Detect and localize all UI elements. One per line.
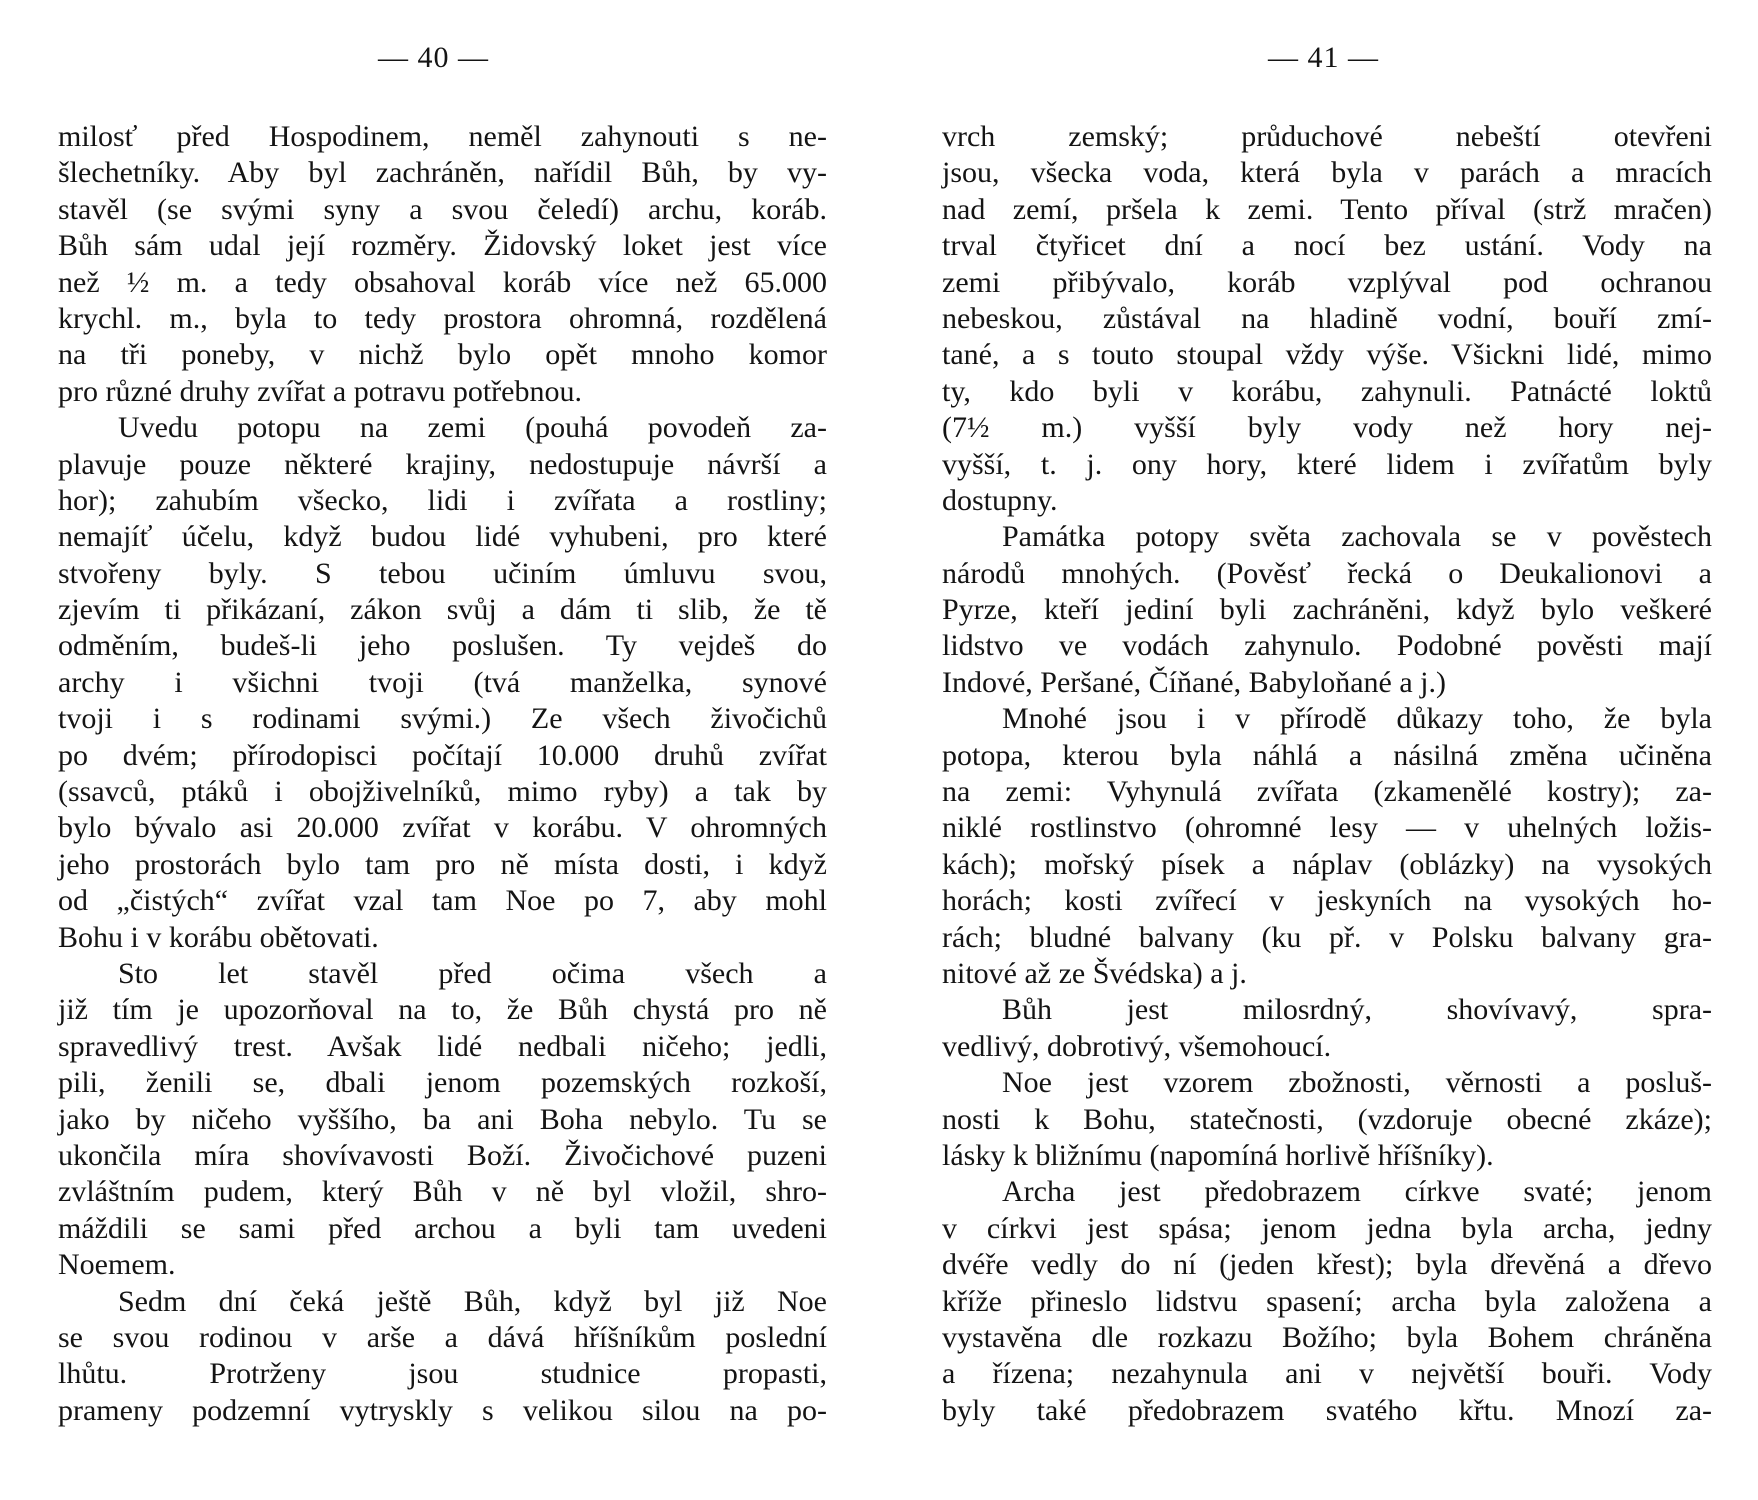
text-line: nosti k Bohu, statečnosti, (vzdoruje obecné zkáze); <box>942 1102 1712 1136</box>
text-line: ukončila míra shovívavosti Boží. Živočichové puzeni <box>58 1138 827 1172</box>
text-line: v církvi jest spása; jenom jedna byla archa, jedny <box>942 1211 1712 1245</box>
text-line: (ssavců, ptáků i obojživelníků, mimo ryby) a tak by <box>58 775 827 809</box>
page-number-right: — 41 — <box>1268 41 1379 74</box>
text-line: lásky k bližnímu (napomíná horlivě hříšníky). <box>942 1138 1494 1172</box>
text-line: lidstvo ve vodách zahynulo. Podobné pověsti mají <box>942 629 1712 663</box>
text-line: ty, kdo byli v korábu, zahynuli. Patnácté loktů <box>942 374 1712 408</box>
text-line: odměním, budeš-li jeho poslušen. Ty vejdeš do <box>58 629 827 663</box>
text-line: Archa jest předobrazem církve svaté; jenom <box>1002 1175 1712 1209</box>
text-line: vrch zemský; průduchové nebeští otevřeni <box>942 120 1712 153</box>
text-line: Uvedu potopu na zemi (pouhá povodeň za- <box>118 411 827 445</box>
text-line: archy i všichni tvoji (tvá manželka, synové <box>58 665 827 699</box>
text-line: milosť před Hospodinem, neměl zahynouti s ne- <box>58 120 827 153</box>
text-line: rách; bludné balvany (ku př. v Polsku balvany gra- <box>942 920 1712 954</box>
text-line: Noe jest vzorem zbožnosti, věrnosti a posluš- <box>1002 1066 1712 1100</box>
text-line: Bůh jest milosrdný, shovívavý, spra- <box>1002 993 1712 1027</box>
text-line: stvořeny byly. S tebou učiním úmluvu svou, <box>58 556 827 590</box>
text-line: tané, a s touto stoupal vždy výše. Všickni lidé, mimo <box>942 338 1712 372</box>
text-line: Noemem. <box>58 1248 176 1282</box>
text-line: trval čtyřicet dní a nocí bez ustání. Vody na <box>942 229 1712 263</box>
text-line: jsou, všecka voda, která byla v parách a mracích <box>942 156 1712 190</box>
text-line: dostupny. <box>942 483 1058 517</box>
page-number-left: — 40 — <box>378 41 489 74</box>
text-line: nitové až ze Švédska) a j. <box>942 956 1247 990</box>
text-line: Památka potopy světa zachovala se v pověstech <box>1002 520 1712 554</box>
text-line: nemajíť účelu, když budou lidé vyhubeni, pro které <box>58 520 827 554</box>
text-line: pro různé druhy zvířat a potravu potřebnou. <box>58 374 582 408</box>
text-line: Pyrze, kteří jediní byli zachráněni, když bylo veškeré <box>942 593 1712 627</box>
text-line: již tím je upozorňoval na to, že Bůh chystá pro ně <box>58 993 827 1027</box>
text-line: Bohu i v korábu obětovati. <box>58 920 379 954</box>
text-line: kříže přineslo lidstvu spasení; archa byla založena a <box>942 1284 1712 1318</box>
text-line: národů mnohých. (Pověsť řecká o Deukalionovi a <box>942 556 1712 590</box>
text-line: hor); zahubím všecko, lidi i zvířata a rostliny; <box>58 483 827 517</box>
text-line: Bůh sám udal její rozměry. Židovský loket jest více <box>58 229 827 263</box>
text-line: nebeskou, zůstával na hladině vodní, bouří zmí- <box>942 301 1712 335</box>
text-line: na zemi: Vyhynulá zvířata (zkamenělé kostry); za- <box>942 775 1712 809</box>
text-line: byly také předobrazem svatého křtu. Mnozí za- <box>942 1393 1712 1427</box>
text-line: Mnohé jsou i v přírodě důkazy toho, že byla <box>1002 702 1712 736</box>
text-line: plavuje pouze některé krajiny, nedostupuje návrší a <box>58 447 827 481</box>
text-line: než ½ m. a tedy obsahoval koráb více než 65.000 <box>58 265 827 299</box>
text-line: jako by ničeho vyššího, ba ani Boha nebylo. Tu se <box>58 1102 827 1136</box>
text-line: vystavěna dle rozkazu Božího; byla Bohem chráněna <box>942 1320 1712 1354</box>
text-line: Sedm dní čeká ještě Bůh, když byl již Noe <box>118 1284 827 1318</box>
text-line: zemi přibývalo, koráb vzplýval pod ochranou <box>942 265 1712 299</box>
text-line: šlechetníky. Aby byl zachráněn, nařídil Bůh, by vy- <box>58 156 827 190</box>
text-line: jeho prostorách bylo tam pro ně místa dosti, i když <box>58 847 827 881</box>
text-line: Indové, Peršané, Číňané, Babyloňané a j.) <box>942 665 1447 699</box>
right-page-text <box>942 119 1712 1429</box>
text-line: po dvém; přírodopisci počítají 10.000 druhů zvířat <box>58 738 827 772</box>
text-line: Sto let stavěl před očima všech a <box>118 956 827 990</box>
text-line: prameny podzemní vytryskly s velikou silou na po- <box>58 1393 827 1427</box>
text-line: a řízena; nezahynula ani v největší bouři. Vody <box>942 1357 1712 1391</box>
text-line: tvoji i s rodinami svými.) Ze všech živočichů <box>58 702 827 736</box>
text-line: horách; kosti zvířecí v jeskyních na vysokých ho- <box>942 884 1712 918</box>
text-line: niklé rostlinstvo (ohromné lesy — v uhelných ložis- <box>942 811 1712 845</box>
text-line: nad zemí, pršela k zemi. Tento příval (strž mračen) <box>942 192 1712 226</box>
text-line: vedlivý, dobrotivý, všemohoucí. <box>942 1029 1332 1063</box>
text-line: krychl. m., byla to tedy prostora ohromná, rozdělená <box>58 301 827 335</box>
text-line: (7½ m.) vyšší byly vody než hory nej- <box>942 411 1712 445</box>
left-page-text <box>58 119 827 1429</box>
text-line: potopa, kterou byla náhlá a násilná změna učiněna <box>942 738 1712 772</box>
text-line: spravedlivý trest. Avšak lidé nedbali ničeho; jedli, <box>58 1029 827 1063</box>
text-line: vyšší, t. j. ony hory, které lidem i zvířatům byly <box>942 447 1712 481</box>
text-line: dvéře vedly do ní (jeden křest); byla dřevěná a dřevo <box>942 1248 1712 1282</box>
text-line: stavěl (se svými syny a svou čeledí) archu, koráb. <box>58 192 827 226</box>
text-line: od „čistých“ zvířat vzal tam Noe po 7, aby mohl <box>58 884 827 918</box>
text-line: bylo bývalo asi 20.000 zvířat v korábu. V ohromných <box>58 811 827 845</box>
text-line: kách); mořský písek a náplav (oblázky) na vysokých <box>942 847 1712 881</box>
text-line: máždili se sami před archou a byli tam uvedeni <box>58 1211 827 1245</box>
text-line: zjevím ti přikázaní, zákon svůj a dám ti slib, že tě <box>58 593 827 627</box>
text-line: na tři poneby, v nichž bylo opět mnoho komor <box>58 338 827 372</box>
text-line: zvláštním pudem, který Bůh v ně byl vložil, shro- <box>58 1175 827 1209</box>
text-line: se svou rodinou v arše a dává hříšníkům poslední <box>58 1320 827 1354</box>
text-line: lhůtu. Protrženy jsou studnice propasti, <box>58 1357 827 1391</box>
text-line: pili, ženili se, dbali jenom pozemských rozkoší, <box>58 1066 827 1100</box>
